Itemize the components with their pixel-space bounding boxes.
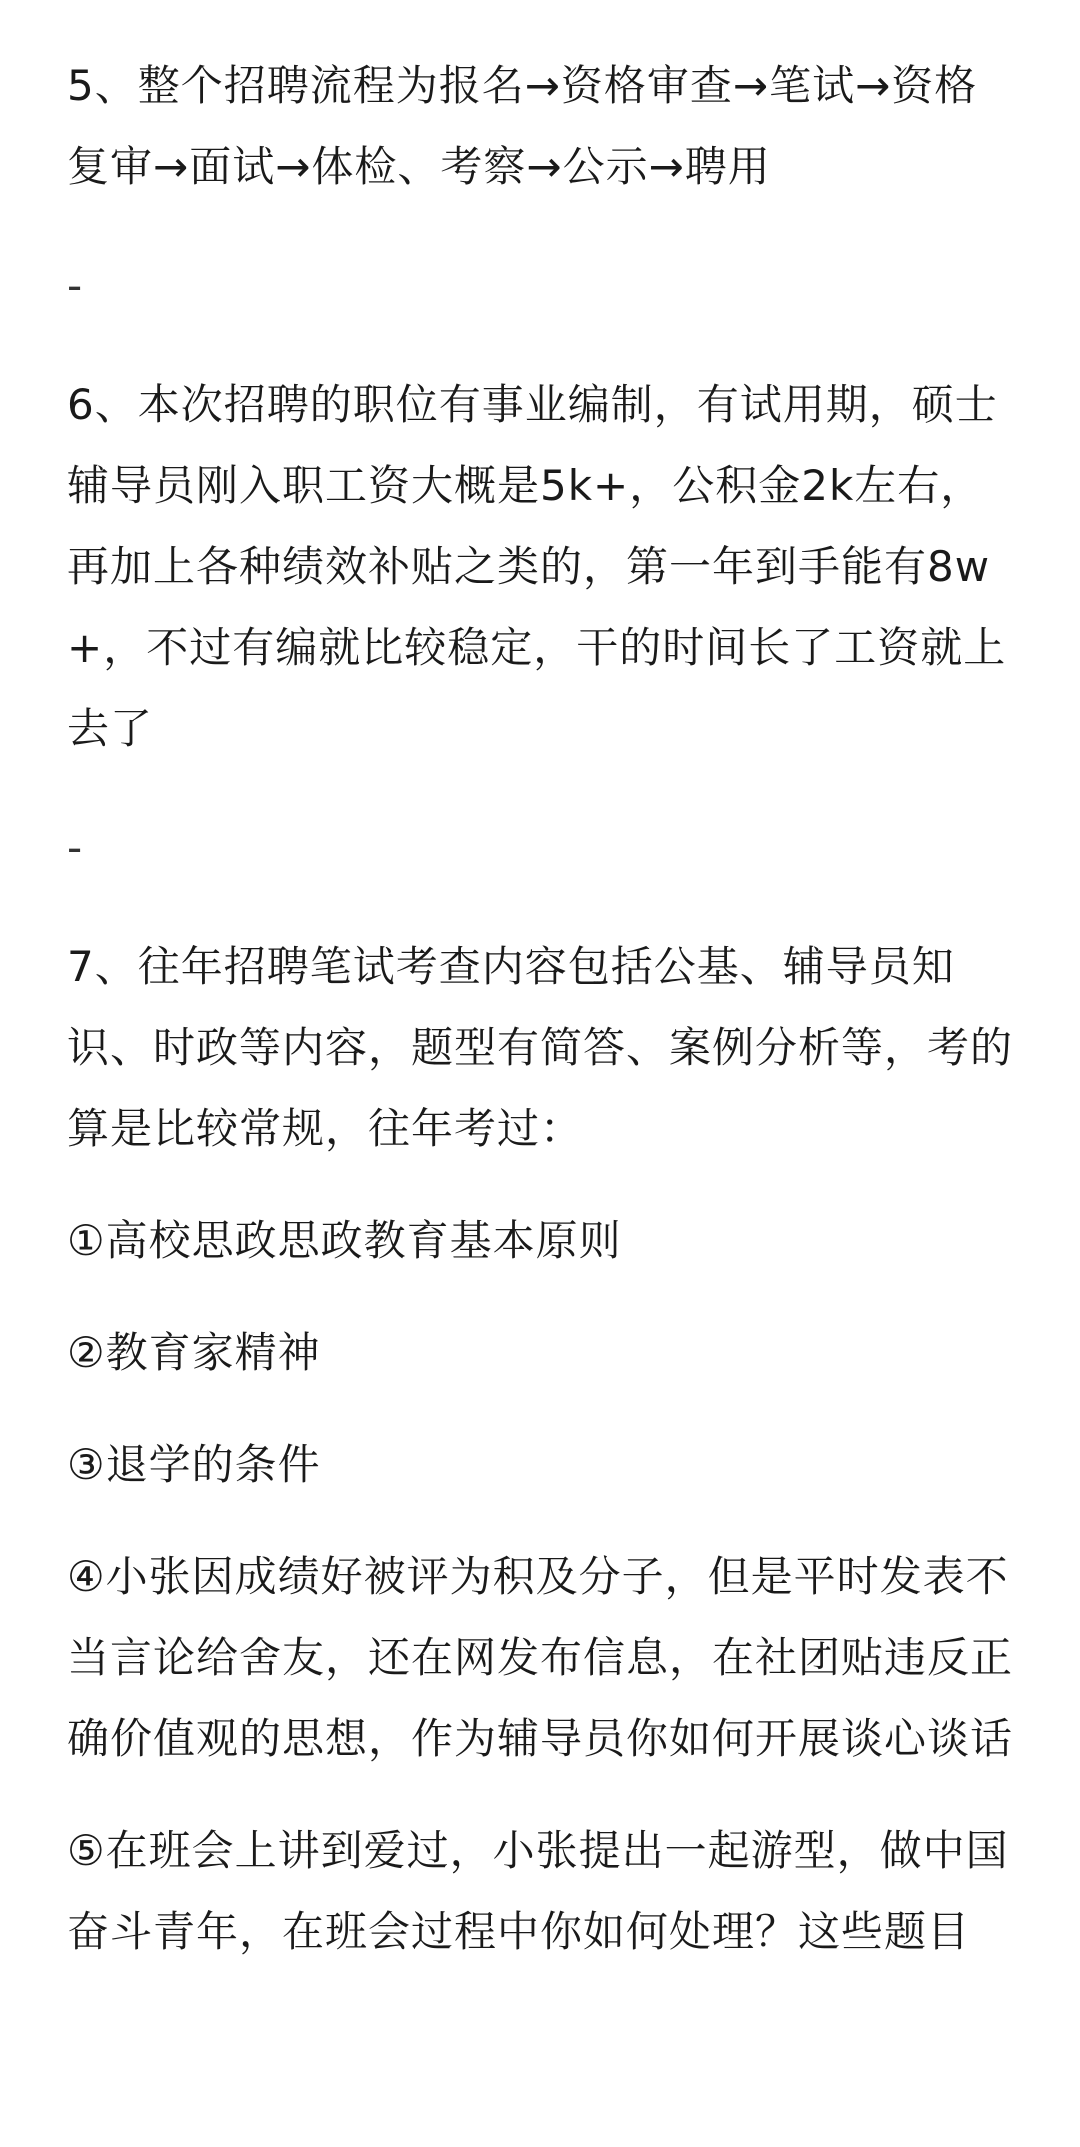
separator: -: [67, 823, 83, 872]
exam-question-4: ④小张因成绩好被评为积及分子，但是平时发表不当言论给舍友，还在网发布信息，在社团贴违反正确价值观的思想，作为辅导员你如何开展谈心谈话: [67, 1552, 1014, 1763]
exam-question-2: ②教育家精神: [67, 1328, 321, 1377]
separator: -: [67, 261, 83, 310]
exam-question-3: ③退学的条件: [67, 1440, 321, 1489]
paragraph-exam-content: 7、往年招聘笔试考查内容包括公基、辅导员知识、时政等内容，题型有简答、案例分析等，考的算是比较常规，往年考过：: [67, 942, 1014, 1153]
exam-question-1: ①高校思政思政教育基本原则: [67, 1216, 622, 1265]
paragraph-salary: 6、本次招聘的职位有事业编制，有试用期，硕士辅导员刚入职工资大概是5k+，公积金2k左右，再加上各种绩效补贴之类的，第一年到手能有8w+，不过有编就比较稳定，干的时间长了工资就上去了: [67, 380, 1007, 753]
article-body: [67, 45, 1013, 1972]
exam-question-5: ⑤在班会上讲到爱过，小张提出一起游型，做中国奋斗青年，在班会过程中你如何处理？这些题目: [67, 1826, 1009, 1956]
paragraph-recruitment-process: 5、整个招聘流程为报名→资格审查→笔试→资格复审→面试→体检、考察→公示→聘用: [67, 61, 978, 191]
